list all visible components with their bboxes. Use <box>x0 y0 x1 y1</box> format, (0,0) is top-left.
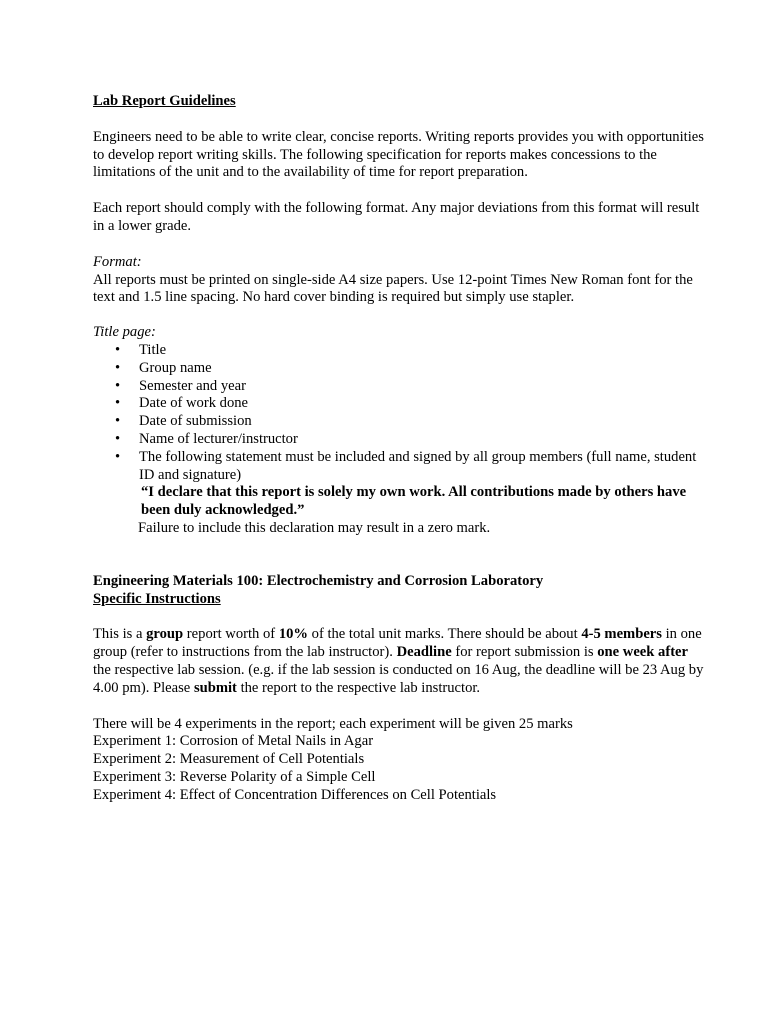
list-item <box>93 342 708 360</box>
declaration-statement: “I declare that this report is solely my own work. All contributions made by others have been duly acknowledged.” <box>141 484 687 519</box>
format-paragraph: All reports must be printed on single-side A4 size papers. Use 12-point Times New Roman font for the text and 1.5 line spacing. No hard cover binding is required but simply use stapler. <box>93 271 693 306</box>
text-run: for report submission is <box>451 644 598 661</box>
bold-text: 4-5 members <box>581 626 662 643</box>
list-item-text: Date of submission <box>139 413 252 430</box>
bullet-icon: • <box>115 395 121 412</box>
experiment-line: Experiment 2: Measurement of Cell Potentials <box>93 751 365 768</box>
text-run: report worth of <box>183 626 279 643</box>
bullet-icon: • <box>115 341 121 358</box>
list-item-text: The following statement must be included and signed by all group members (full name, student ID and signature) <box>139 448 697 483</box>
text-run: This is a <box>93 626 147 643</box>
list-item-text: Name of lecturer/instructor <box>139 430 298 447</box>
list-item-text: Group name <box>139 359 212 376</box>
list-item-text: Date of work done <box>139 395 249 412</box>
experiments-intro: There will be 4 experiments in the report; each experiment will be given 25 marks <box>93 715 573 732</box>
list-item <box>93 395 708 413</box>
experiment-line: Experiment 4: Effect of Concentration Differences on Cell Potentials <box>93 786 497 803</box>
list-item <box>93 413 708 431</box>
text-run: the respective lab session. (e.g. if the lab session is conducted on 16 Aug, the deadline will be 23 Aug by 4.00 pm). Please <box>93 661 704 696</box>
title-page-heading: Title page: <box>93 324 156 341</box>
text-run: the report to the respective lab instructor. <box>236 679 481 696</box>
bullet-icon: • <box>115 377 121 394</box>
list-item-text: Semester and year <box>139 377 246 394</box>
bold-text: group <box>146 626 184 643</box>
list-item <box>93 360 708 378</box>
bullet-icon: • <box>115 359 121 376</box>
list-item <box>93 449 708 485</box>
title-page-list <box>93 342 708 484</box>
declaration-note: Failure to include this declaration may result in a zero mark. <box>138 519 491 536</box>
list-item <box>93 431 708 449</box>
bullet-icon: • <box>115 430 121 447</box>
specific-instructions-paragraph <box>93 626 708 697</box>
list-item <box>93 378 708 396</box>
bold-text: 10% <box>278 626 308 643</box>
experiment-line: Experiment 1: Corrosion of Metal Nails in Agar <box>93 733 374 750</box>
document-title: Lab Report Guidelines <box>93 93 236 109</box>
list-item-text: Title <box>139 341 167 358</box>
compliance-paragraph: Each report should comply with the following format. Any major deviations from this format will result in a lower grade. <box>93 200 700 234</box>
format-heading: Format: <box>93 253 142 270</box>
section-heading: Engineering Materials 100: Electrochemistry and Corrosion Laboratory <box>93 572 544 589</box>
text-run: of the total unit marks. There should be about <box>308 626 582 643</box>
bold-text: one week after <box>597 644 689 661</box>
bullet-icon: • <box>115 413 121 430</box>
experiment-line: Experiment 3: Reverse Polarity of a Simple Cell <box>93 768 376 785</box>
intro-paragraph: Engineers need to be able to write clear, concise reports. Writing reports provides you with opportunities to develop report writing skills. The following specification for reports makes concessions to the limitations of the unit and to the availability of time for report preparation. <box>93 128 704 181</box>
section-subheading: Specific Instructions <box>93 590 221 607</box>
bold-text: submit <box>193 679 237 696</box>
text-run: in one group (refer to instructions from the lab instructor). <box>93 626 702 661</box>
bold-text: Deadline <box>396 644 452 661</box>
bullet-icon: • <box>115 448 121 465</box>
